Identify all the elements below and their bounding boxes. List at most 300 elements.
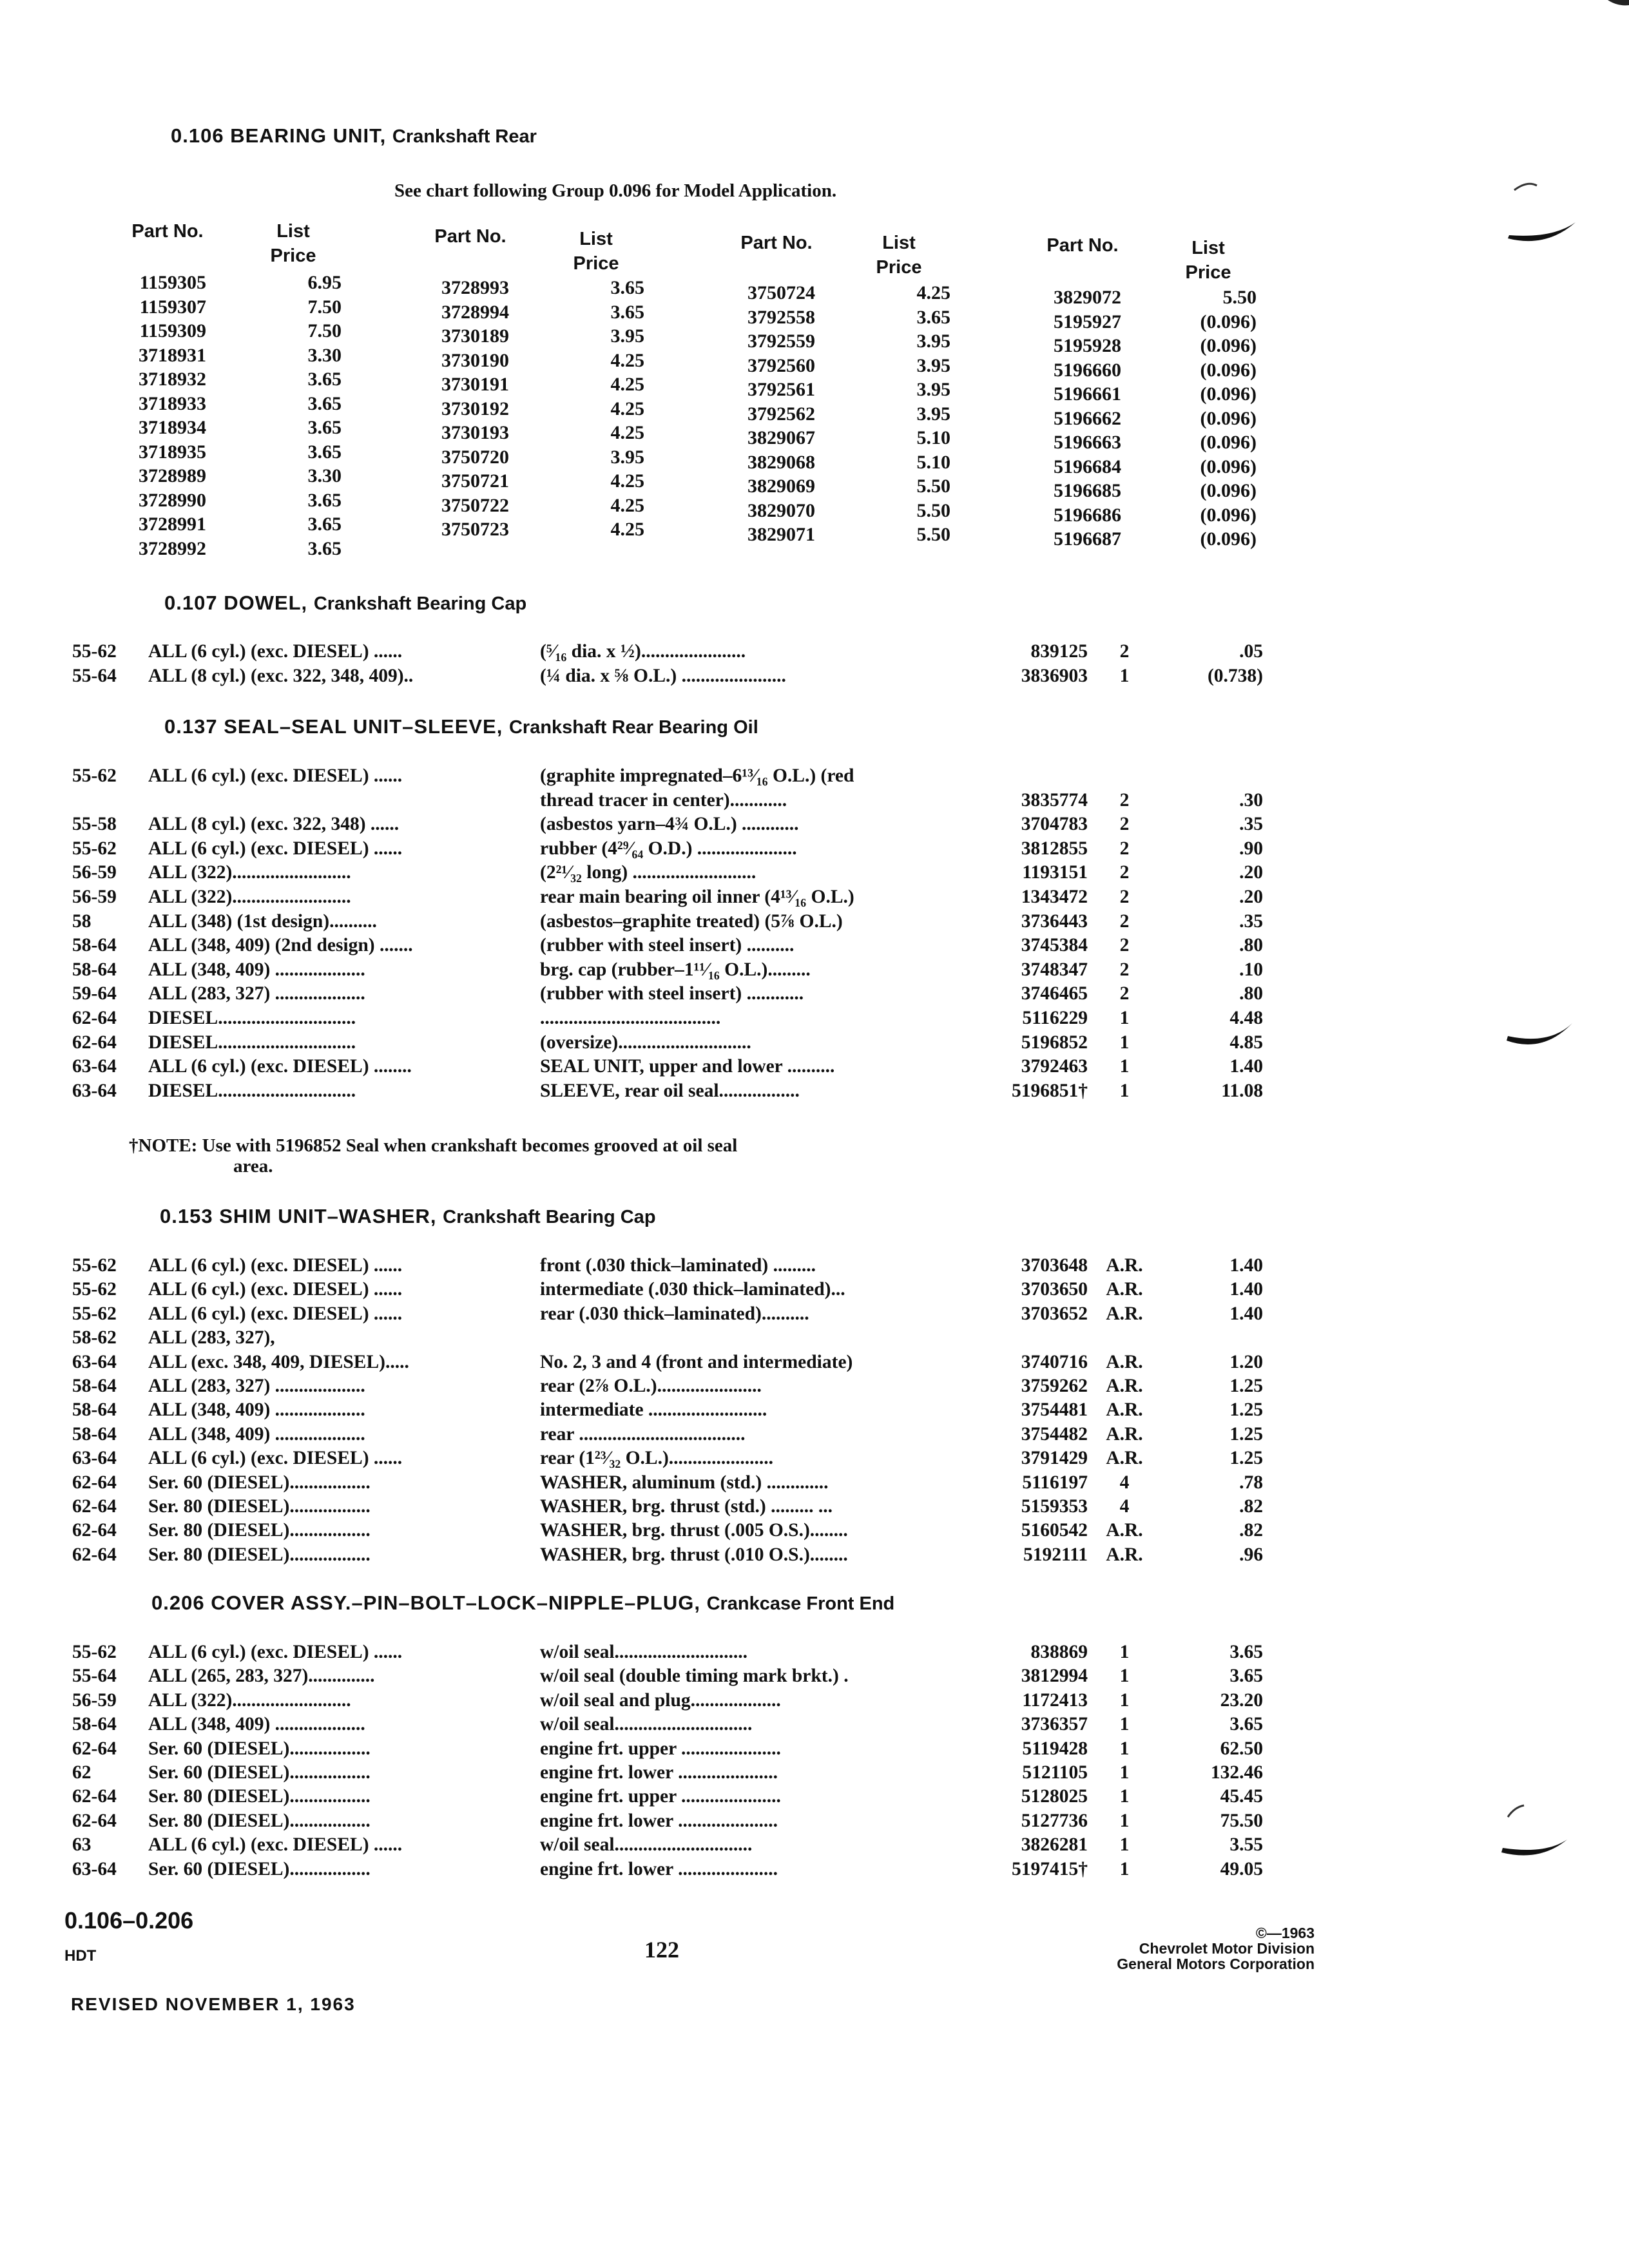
quantity: 2	[1119, 959, 1130, 980]
part-number: 3728993	[441, 277, 509, 298]
list-price: .30	[1239, 789, 1263, 811]
part-price-row	[77, 295, 342, 320]
model-years: 58-64	[72, 959, 117, 980]
part-price-row	[992, 407, 1257, 431]
list-price: (0.096)	[1200, 383, 1257, 405]
scan-mark	[1501, 174, 1585, 258]
section-0206-heading	[151, 1591, 894, 1615]
list-price: (0.096)	[1200, 480, 1257, 501]
table-row	[0, 1424, 1629, 1448]
list-price: 3.95	[610, 446, 644, 468]
model-application: Ser. 60 (DIESEL).................	[148, 1762, 371, 1783]
part-price-row	[992, 285, 1257, 310]
model-years: 55-64	[72, 666, 117, 686]
list-price: (0.096)	[1200, 407, 1257, 429]
model-years: 63-64	[72, 1858, 117, 1879]
page-code: HDT	[64, 1947, 97, 1965]
part-number: 838869	[1030, 1642, 1088, 1662]
list-price: 1.25	[1229, 1448, 1263, 1469]
footnote-line: †NOTE: Use with 5196852 Seal when crankshaft becomes grooved at oil seal	[129, 1135, 738, 1156]
item-description: rubber (4²⁹⁄₆₄ O.D.) .....................	[540, 838, 797, 859]
quantity: 1	[1119, 1642, 1130, 1662]
part-number: 5116229	[1022, 1008, 1088, 1028]
table-row	[0, 765, 1629, 790]
model-application: ALL (6 cyl.) (exc. DIESEL) ......	[148, 1834, 403, 1856]
quantity: A.R.	[1106, 1351, 1143, 1372]
part-number: 5192111	[1023, 1544, 1088, 1565]
model-application: ALL (6 cyl.) (exc. DIESEL) ......	[148, 1448, 403, 1469]
list-price: 4.25	[610, 422, 644, 443]
part-number: 839125	[1030, 641, 1088, 662]
part-number: 5196661	[1054, 383, 1121, 405]
model-years: 59-64	[72, 983, 117, 1004]
page-range: 0.106–0.206	[64, 1907, 194, 1934]
table-row	[0, 959, 1629, 984]
model-years: 62-64	[72, 1032, 117, 1053]
quantity: 1	[1119, 1008, 1130, 1028]
quantity: 2	[1119, 862, 1130, 883]
list-price: 3.30	[307, 465, 342, 486]
list-price: .20	[1239, 862, 1263, 883]
part-price-row	[686, 426, 950, 450]
list-price: 4.25	[610, 349, 644, 371]
item-description: (asbestos–graphite treated) (5⅞ O.L.)	[540, 910, 843, 932]
list-price-header: List Price	[1185, 238, 1231, 283]
quantity: 1	[1119, 1738, 1130, 1759]
quantity: 1	[1119, 1666, 1130, 1687]
model-years: 62-64	[72, 1472, 117, 1493]
quantity: A.R.	[1106, 1423, 1143, 1445]
list-price: 1.25	[1229, 1399, 1263, 1421]
model-years: 56-59	[72, 887, 117, 907]
section-subtitle: Crankshaft Rear	[392, 126, 537, 147]
table-row	[0, 1544, 1629, 1569]
list-price: .05	[1239, 641, 1263, 662]
part-number: 3829069	[747, 476, 815, 497]
list-price: 75.50	[1220, 1810, 1263, 1831]
model-years: 63-64	[72, 1351, 117, 1372]
part-price-row	[992, 382, 1257, 407]
item-description: SLEEVE, rear oil seal.................	[540, 1080, 800, 1101]
item-description: (2²¹⁄₃₂ long) ..........................	[540, 862, 757, 883]
item-description: rear main bearing oil inner (4¹³⁄₁₆ O.L.)	[540, 887, 854, 907]
quantity: A.R.	[1106, 1376, 1143, 1396]
list-price: 4.85	[1229, 1032, 1263, 1053]
model-years: 62-64	[72, 1544, 117, 1565]
table-row	[0, 1738, 1629, 1763]
part-price-row	[77, 367, 342, 392]
model-years: 55-62	[72, 1279, 117, 1300]
model-years: 56-59	[72, 1689, 117, 1711]
model-years: 63-64	[72, 1448, 117, 1469]
item-description: w/oil seal (double timing mark brkt.) .	[540, 1666, 849, 1687]
quantity: 1	[1119, 1786, 1130, 1807]
part-number: 3812994	[1021, 1666, 1088, 1687]
list-price: 3.65	[916, 306, 950, 328]
item-description: w/oil seal and plug...................	[540, 1689, 781, 1711]
model-application: ALL (6 cyl.) (exc. DIESEL) ......	[148, 838, 403, 859]
part-number: 3745384	[1021, 935, 1088, 956]
item-description: (asbestos yarn–4¾ O.L.) ............	[540, 814, 799, 835]
model-years: 58-64	[72, 1714, 117, 1735]
quantity: 1	[1119, 1689, 1130, 1711]
part-price-row	[992, 430, 1257, 455]
scan-mark	[1495, 1791, 1579, 1875]
part-number: 5196852	[1021, 1032, 1088, 1053]
part-number: 3829068	[747, 451, 815, 473]
model-years: 63-64	[72, 1056, 117, 1077]
model-application: Ser. 60 (DIESEL).................	[148, 1738, 371, 1759]
part-number: 1159309	[139, 320, 206, 341]
item-description: WASHER, brg. thrust (.005 O.S.)........	[540, 1520, 848, 1541]
model-application: Ser. 60 (DIESEL).................	[148, 1858, 371, 1879]
model-years: 58-64	[72, 1376, 117, 1396]
list-price: 4.25	[610, 374, 644, 395]
table-row	[0, 1786, 1629, 1811]
list-price: .80	[1239, 935, 1263, 956]
table-row	[0, 1081, 1629, 1105]
table-row	[0, 1303, 1629, 1328]
model-years: 55-62	[72, 1255, 117, 1276]
model-years: 55-64	[72, 1666, 117, 1687]
part-number: 1172413	[1022, 1689, 1088, 1711]
table-row	[0, 1811, 1629, 1835]
model-years: 62-64	[72, 1008, 117, 1028]
part-number: 3736443	[1021, 910, 1088, 932]
part-no-header: Part No.	[740, 233, 813, 253]
model-application: Ser. 60 (DIESEL).................	[148, 1472, 371, 1493]
list-price: .90	[1239, 838, 1263, 859]
model-application: ALL (8 cyl.) (exc. 322, 348, 409)..	[148, 666, 414, 686]
section-0106-heading	[171, 124, 537, 148]
table-row	[0, 887, 1629, 911]
list-price: (0.096)	[1200, 504, 1257, 526]
quantity: 1	[1119, 1858, 1130, 1879]
part-no-header: Part No.	[131, 221, 204, 242]
part-number: 1159305	[139, 272, 206, 293]
part-number: 5196663	[1054, 432, 1121, 453]
list-price: 5.50	[1222, 287, 1257, 308]
table-row	[0, 1399, 1629, 1424]
part-price-row	[686, 499, 950, 523]
part-number: 1159307	[139, 296, 206, 318]
table-row	[0, 1472, 1629, 1497]
part-number: 3750720	[441, 446, 509, 468]
part-price-row	[77, 537, 342, 561]
item-description: engine frt. lower .....................	[540, 1858, 778, 1879]
part-number: 3791429	[1021, 1448, 1088, 1469]
part-price-row	[77, 440, 342, 465]
list-price: 1.25	[1229, 1423, 1263, 1445]
list-price: 6.95	[307, 272, 342, 293]
list-price: 5.50	[916, 499, 950, 521]
part-price-column-1	[77, 271, 342, 561]
section-title: 0.106 BEARING UNIT,	[171, 124, 387, 147]
part-price-row	[380, 300, 644, 325]
list-price-header: List Price	[876, 233, 922, 278]
list-price: 4.25	[610, 470, 644, 492]
model-application: DIESEL.............................	[148, 1032, 356, 1053]
list-price: 1.40	[1229, 1255, 1263, 1276]
table-row	[0, 1762, 1629, 1787]
part-number: 5116197	[1022, 1472, 1088, 1493]
part-number: 3826281	[1021, 1834, 1088, 1856]
list-price: .96	[1239, 1544, 1263, 1565]
section-subtitle: Crankshaft Rear Bearing Oil	[508, 717, 758, 738]
list-price: .10	[1239, 959, 1263, 980]
part-number: 5196662	[1054, 407, 1121, 429]
part-number: 3750722	[441, 494, 509, 516]
item-description: WASHER, aluminum (std.) .............	[540, 1472, 829, 1493]
part-number: 3812855	[1021, 838, 1088, 859]
part-number: 1193151	[1022, 862, 1088, 883]
table-row	[0, 1520, 1629, 1544]
list-price: 5.50	[916, 524, 950, 545]
part-no-header: Part No.	[434, 226, 506, 247]
model-years: 58	[72, 910, 92, 932]
list-price: 3.65	[307, 441, 342, 463]
part-price-row	[686, 305, 950, 330]
model-years: 62-64	[72, 1738, 117, 1759]
model-application: ALL (348, 409) ...................	[148, 959, 365, 980]
part-number: 5121105	[1022, 1762, 1088, 1783]
table-row	[0, 1352, 1629, 1376]
list-price: 62.50	[1220, 1738, 1263, 1759]
table-row	[0, 1255, 1629, 1280]
part-price-row	[380, 445, 644, 470]
part-number: 3750723	[441, 519, 509, 540]
model-application: ALL (348, 409) ...................	[148, 1399, 365, 1421]
part-price-row	[77, 319, 342, 343]
part-number: 3718931	[139, 344, 206, 366]
quantity: A.R.	[1106, 1399, 1143, 1421]
model-years: 62-64	[72, 1520, 117, 1541]
model-application: ALL (6 cyl.) (exc. DIESEL) ......	[148, 1255, 403, 1276]
table-row	[0, 1448, 1629, 1472]
list-price: 3.65	[307, 514, 342, 535]
part-number: 3754481	[1021, 1399, 1088, 1421]
part-number: 5127736	[1021, 1810, 1088, 1831]
part-price-row	[992, 503, 1257, 528]
quantity: 1	[1119, 1810, 1130, 1831]
list-price: 3.65	[1229, 1714, 1263, 1735]
part-number: 3792463	[1021, 1056, 1088, 1077]
part-price-row	[686, 402, 950, 427]
part-number: 5128025	[1021, 1786, 1088, 1807]
part-number: 5197415†	[1012, 1858, 1088, 1879]
part-price-column-2	[380, 276, 644, 542]
model-application: Ser. 80 (DIESEL).................	[148, 1786, 371, 1807]
table-row	[0, 641, 1629, 666]
part-price-row	[686, 523, 950, 547]
part-number: 3792561	[747, 379, 815, 400]
item-description: brg. cap (rubber–1¹¹⁄₁₆ O.L.).........	[540, 959, 811, 980]
model-application: ALL (6 cyl.) (exc. DIESEL) ......	[148, 1642, 403, 1662]
scan-mark	[1501, 1005, 1585, 1063]
part-number: 3792558	[747, 306, 815, 328]
quantity: 1	[1119, 1056, 1130, 1077]
quantity: 1	[1119, 1714, 1130, 1735]
part-price-row	[77, 416, 342, 440]
part-price-row	[686, 450, 950, 475]
quantity: A.R.	[1106, 1255, 1143, 1276]
part-number: 3703652	[1021, 1303, 1088, 1324]
list-price: 3.95	[916, 354, 950, 376]
list-price: (0.096)	[1200, 456, 1257, 477]
table-row	[0, 790, 1629, 814]
part-number: 3754482	[1021, 1423, 1088, 1445]
model-application: ALL (348, 409) (2nd design) .......	[148, 935, 413, 956]
part-price-column-3	[686, 281, 950, 547]
item-description: thread tracer in center)............	[540, 789, 787, 811]
list-price: 4.25	[610, 398, 644, 419]
section-title: 0.153 SHIM UNIT–WASHER,	[160, 1205, 437, 1227]
table-row	[0, 935, 1629, 959]
item-description: engine frt. upper .....................	[540, 1738, 781, 1759]
part-number: 3704783	[1021, 814, 1088, 835]
item-description: w/oil seal.............................	[540, 1714, 753, 1735]
quantity: 1	[1119, 666, 1130, 686]
quantity: 2	[1119, 887, 1130, 907]
division-name: Chevrolet Motor Division	[1139, 1940, 1315, 1957]
list-price: 5.50	[916, 476, 950, 497]
table-row	[0, 1859, 1629, 1883]
quantity: 1	[1119, 1762, 1130, 1783]
item-description: WASHER, brg. thrust (.010 O.S.)........	[540, 1544, 848, 1565]
list-price: .35	[1239, 910, 1263, 932]
part-number: 1343472	[1021, 887, 1088, 907]
item-description: (¼ dia. x ⅝ O.L.) ......................	[540, 666, 786, 686]
list-price: 3.65	[1229, 1666, 1263, 1687]
part-number: 3829070	[747, 499, 815, 521]
list-price: 3.65	[610, 301, 644, 323]
part-number: 3728992	[139, 537, 206, 559]
footnote-line: area.	[233, 1156, 273, 1177]
part-number: 5119428	[1022, 1738, 1088, 1759]
model-application: Ser. 80 (DIESEL).................	[148, 1544, 371, 1565]
model-years: 58-64	[72, 1399, 117, 1421]
part-number: 3829071	[747, 524, 815, 545]
table-row	[0, 814, 1629, 838]
table-row	[0, 1690, 1629, 1715]
model-application: ALL (283, 327) ...................	[148, 1376, 365, 1396]
table-row	[0, 838, 1629, 863]
part-price-row	[380, 324, 644, 349]
quantity: 1	[1119, 1834, 1130, 1856]
part-number: 3736357	[1021, 1714, 1088, 1735]
model-years: 58-64	[72, 935, 117, 956]
quantity: 2	[1119, 983, 1130, 1004]
part-price-row	[992, 455, 1257, 479]
table-row	[0, 1496, 1629, 1521]
part-number: 3748347	[1021, 959, 1088, 980]
item-description: (⁵⁄₁₆ dia. x ½)......................	[540, 641, 746, 662]
item-description: engine frt. lower .....................	[540, 1762, 778, 1783]
list-price: .82	[1239, 1520, 1263, 1541]
table-row	[0, 862, 1629, 887]
part-price-row	[77, 343, 342, 368]
part-price-row	[380, 349, 644, 373]
part-number: 3728989	[139, 465, 206, 486]
part-price-row	[380, 421, 644, 445]
corporation-name: General Motors Corporation	[1117, 1956, 1315, 1972]
part-number: 3750721	[441, 470, 509, 492]
quantity: A.R.	[1106, 1544, 1143, 1565]
part-number: 3750724	[747, 282, 815, 303]
table-row	[0, 1279, 1629, 1303]
model-years: 62	[72, 1762, 92, 1783]
part-number: 3759262	[1021, 1376, 1088, 1396]
model-years: 55-62	[72, 838, 117, 859]
list-price: (0.096)	[1200, 311, 1257, 332]
list-price: 1.40	[1229, 1303, 1263, 1324]
model-application: ALL (8 cyl.) (exc. 322, 348) ......	[148, 814, 400, 835]
model-application: ALL (322).........................	[148, 887, 351, 907]
part-price-row	[77, 512, 342, 537]
item-description: front (.030 thick–laminated) .........	[540, 1255, 816, 1276]
part-price-row	[686, 474, 950, 499]
copyright-block	[1083, 1925, 1315, 1972]
list-price: 3.65	[307, 369, 342, 390]
list-price: (0.096)	[1200, 359, 1257, 381]
part-price-row	[686, 281, 950, 305]
list-price: 7.50	[307, 320, 342, 341]
table-row	[0, 1056, 1629, 1081]
model-application: ALL (6 cyl.) (exc. DIESEL) ......	[148, 765, 403, 786]
table-row	[0, 1327, 1629, 1352]
list-price: 4.25	[916, 282, 950, 303]
table-row	[0, 1008, 1629, 1032]
item-description: (rubber with steel insert) ............	[540, 983, 804, 1004]
list-price: 3.65	[1229, 1642, 1263, 1662]
page-number: 122	[644, 1937, 679, 1963]
part-number: 5196851†	[1012, 1080, 1088, 1101]
item-description: rear (1²³⁄₃₂ O.L.)......................	[540, 1448, 774, 1469]
list-price: (0.096)	[1200, 335, 1257, 356]
copyright-year: ©—1963	[1255, 1925, 1315, 1941]
quantity: 2	[1119, 814, 1130, 835]
part-number: 3792562	[747, 403, 815, 425]
list-price: 1.25	[1229, 1376, 1263, 1396]
model-years: 58-64	[72, 1423, 117, 1445]
revision-date: REVISED NOVEMBER 1, 1963	[71, 1994, 356, 2014]
part-number: 5159353	[1021, 1496, 1088, 1517]
model-years: 62-64	[72, 1496, 117, 1517]
list-price: 4.48	[1229, 1008, 1263, 1028]
part-price-row	[686, 329, 950, 354]
part-price-row	[380, 517, 644, 542]
list-price: .20	[1239, 887, 1263, 907]
table-row	[0, 1834, 1629, 1859]
part-price-row	[992, 334, 1257, 358]
quantity: 2	[1119, 910, 1130, 932]
model-application: ALL (exc. 348, 409, DIESEL).....	[148, 1351, 409, 1372]
model-application: Ser. 80 (DIESEL).................	[148, 1810, 371, 1831]
part-number: 3703648	[1021, 1255, 1088, 1276]
list-price: .35	[1239, 814, 1263, 835]
part-number: 3746465	[1021, 983, 1088, 1004]
table-row	[0, 1032, 1629, 1057]
table-row	[0, 666, 1629, 690]
part-number: 3730190	[441, 349, 509, 371]
part-number: 3730191	[441, 374, 509, 395]
part-price-row	[77, 271, 342, 295]
list-price: 3.65	[307, 417, 342, 438]
part-price-row	[380, 469, 644, 494]
quantity: 2	[1119, 641, 1130, 662]
list-price: 5.10	[916, 427, 950, 448]
item-description: No. 2, 3 and 4 (front and intermediate)	[540, 1351, 853, 1372]
